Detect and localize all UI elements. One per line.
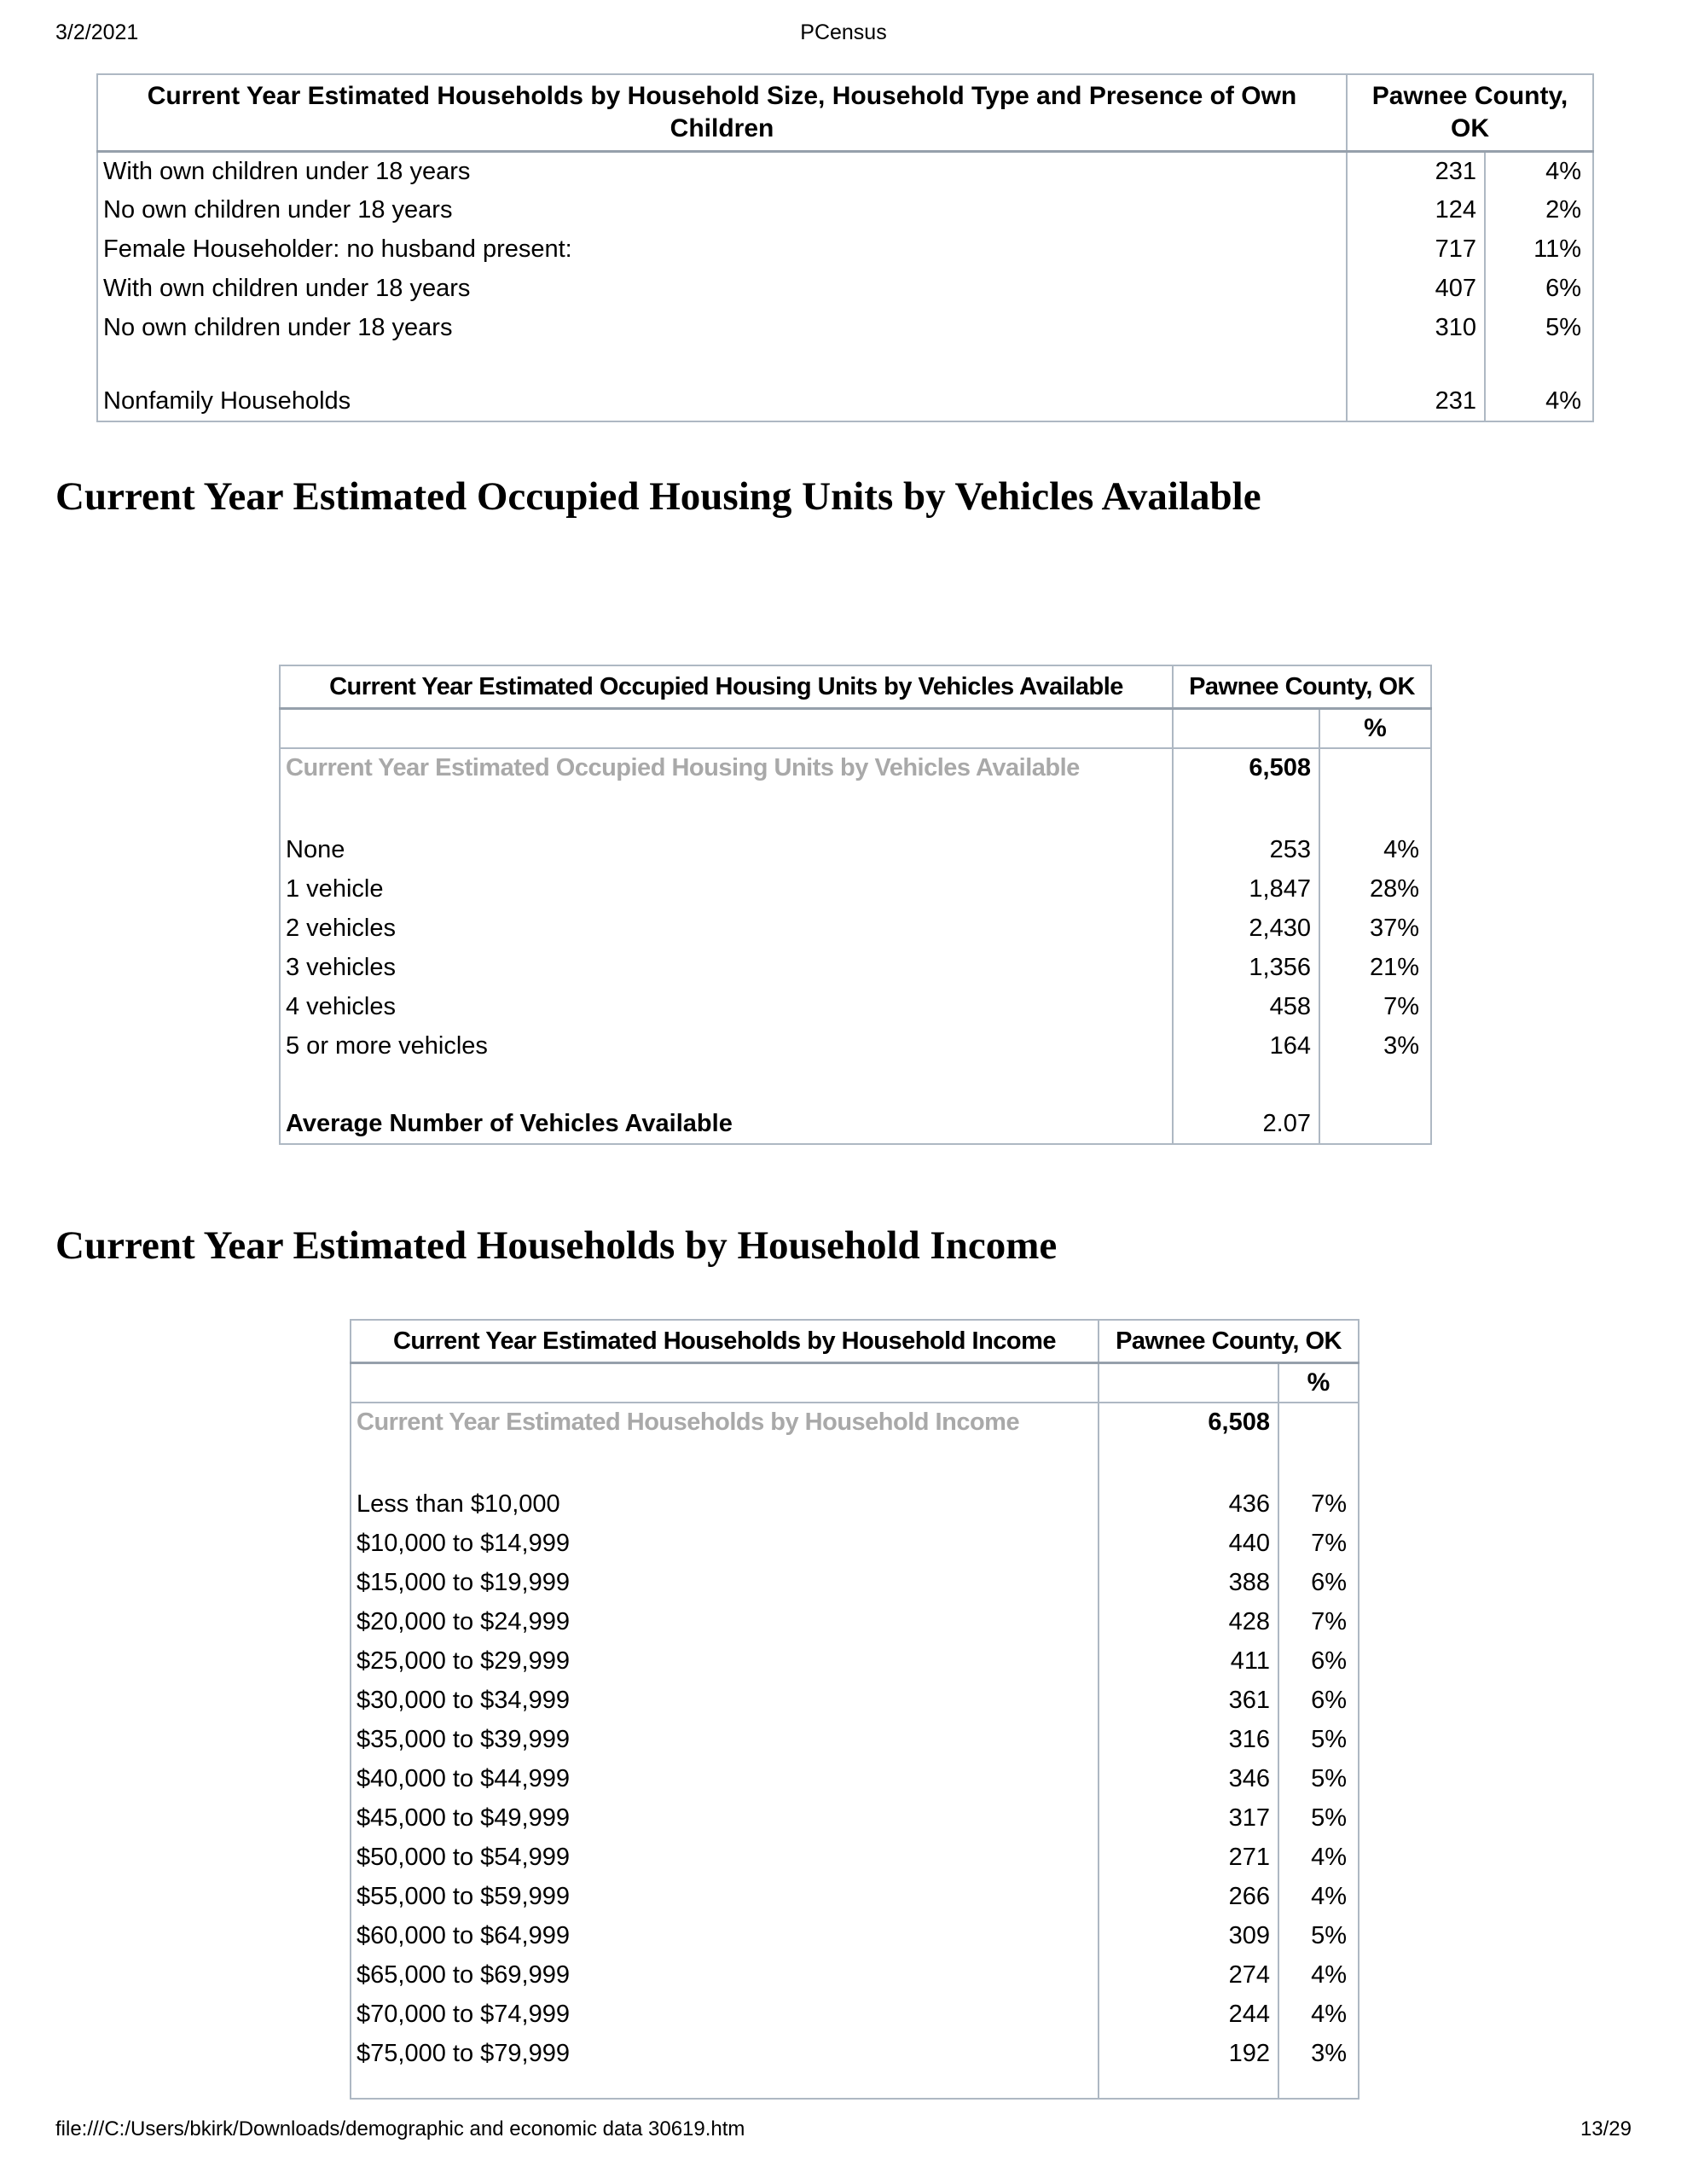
row-percent: 4% (1278, 1955, 1359, 1995)
row-label: Average Number of Vehicles Available (286, 1110, 733, 1137)
row-value (1347, 348, 1485, 382)
row-label: $75,000 to $79,999 (357, 2039, 570, 2067)
row-value: 1,847 (1173, 869, 1319, 909)
spacer-row (280, 1066, 1431, 1105)
table-row (97, 230, 1593, 270)
row-percent: 4% (1278, 1838, 1359, 1877)
table-row (351, 1720, 1359, 1759)
percent-header-row (351, 1362, 1359, 1403)
row-label: Current Year Estimated Households by Household Income (357, 1409, 1020, 1436)
table-row (97, 191, 1593, 230)
row-label: $20,000 to $24,999 (357, 1607, 570, 1635)
row-value: 458 (1173, 987, 1319, 1026)
table-row (351, 1759, 1359, 1798)
row-value: 164 (1173, 1026, 1319, 1066)
table-row (351, 1563, 1359, 1602)
table-row (351, 1641, 1359, 1681)
spacer-row (351, 2073, 1359, 2099)
table-row (280, 1026, 1431, 1066)
row-value: 717 (1347, 230, 1485, 270)
row-percent: 6% (1278, 1681, 1359, 1720)
row-label (351, 2073, 1099, 2099)
row-label: $50,000 to $54,999 (357, 1843, 570, 1871)
row-percent (1278, 1442, 1359, 1484)
table-title: Current Year Estimated Occupied Housing Units by Vehicles Available (280, 665, 1173, 708)
table-row (351, 1838, 1359, 1877)
row-label: $35,000 to $39,999 (357, 1725, 570, 1753)
row-label: 1 vehicle (286, 874, 384, 903)
income-table (350, 1319, 1359, 2100)
row-percent: 3% (1319, 1026, 1431, 1066)
row-label: $25,000 to $29,999 (357, 1647, 570, 1675)
table-row (351, 1916, 1359, 1955)
row-label: Less than $10,000 (357, 1490, 560, 1518)
row-percent (1278, 2073, 1359, 2099)
row-percent (1319, 748, 1431, 787)
row-value: 361 (1099, 1681, 1278, 1720)
row-value: 124 (1347, 191, 1485, 230)
table-row (351, 1602, 1359, 1641)
household-size-type-table (96, 73, 1594, 422)
row-percent: 11% (1485, 230, 1593, 270)
row-value: 244 (1099, 1995, 1278, 2034)
row-label (97, 348, 1347, 382)
row-label: 3 vehicles (286, 953, 396, 981)
row-percent: 5% (1485, 309, 1593, 348)
row-value: 407 (1347, 270, 1485, 309)
row-label: $70,000 to $74,999 (357, 2000, 570, 2028)
spacer-row (280, 787, 1431, 830)
row-value: 231 (1347, 152, 1485, 191)
table-row (351, 1484, 1359, 1524)
table-row (280, 948, 1431, 987)
section-heading-income: Current Year Estimated Households by Household Income (55, 1223, 1058, 1268)
row-percent: 5% (1278, 1798, 1359, 1838)
table-row (351, 1524, 1359, 1563)
table-title: Current Year Estimated Households by Household Income (351, 1320, 1099, 1362)
table-row (280, 1105, 1431, 1144)
table-row (351, 1877, 1359, 1916)
table-row (351, 1681, 1359, 1720)
row-value (1173, 787, 1319, 830)
row-value: 231 (1347, 382, 1485, 421)
table-row (280, 830, 1431, 869)
row-percent: 21% (1319, 948, 1431, 987)
row-percent: 7% (1319, 987, 1431, 1026)
row-label: $65,000 to $69,999 (357, 1960, 570, 1989)
row-percent: 6% (1485, 270, 1593, 309)
row-label: $40,000 to $44,999 (357, 1764, 570, 1792)
row-value: 266 (1099, 1877, 1278, 1916)
row-value: 440 (1099, 1524, 1278, 1563)
row-value: 1,356 (1173, 948, 1319, 987)
row-value: 316 (1099, 1720, 1278, 1759)
page-number: 13/29 (1580, 2117, 1632, 2140)
row-label: $45,000 to $49,999 (357, 1804, 570, 1832)
row-percent: 5% (1278, 1759, 1359, 1798)
region-header: Pawnee County, OK (1347, 74, 1593, 152)
row-value: 253 (1173, 830, 1319, 869)
table-row (351, 2034, 1359, 2073)
row-value (1173, 1066, 1319, 1105)
row-value: 428 (1099, 1602, 1278, 1641)
percent-header: % (1278, 1362, 1359, 1403)
table-row (280, 869, 1431, 909)
row-percent: 5% (1278, 1916, 1359, 1955)
spacer-row (351, 1442, 1359, 1484)
row-value: 6,508 (1173, 748, 1319, 787)
row-percent: 4% (1278, 1877, 1359, 1916)
table-row (280, 909, 1431, 948)
row-value: 317 (1099, 1798, 1278, 1838)
table-row (351, 1798, 1359, 1838)
region-header: Pawnee County, OK (1099, 1320, 1359, 1362)
table-row (351, 1403, 1359, 1442)
table-row (97, 270, 1593, 309)
row-percent: 4% (1319, 830, 1431, 869)
row-value (1099, 2073, 1278, 2099)
table-title: Current Year Estimated Households by Household Size, Household Type and Presence of Own Children (97, 74, 1347, 152)
row-label: Current Year Estimated Occupied Housing Units by Vehicles Available (286, 754, 1080, 781)
print-footer (55, 2117, 1632, 2145)
row-label: With own children under 18 years (103, 157, 471, 185)
row-value: 310 (1347, 309, 1485, 348)
row-label: With own children under 18 years (103, 275, 471, 302)
percent-header: % (1319, 708, 1431, 748)
row-label: No own children under 18 years (103, 314, 453, 341)
row-value: 192 (1099, 2034, 1278, 2073)
row-percent: 6% (1278, 1563, 1359, 1602)
row-percent: 7% (1278, 1484, 1359, 1524)
row-percent: 3% (1278, 2034, 1359, 2073)
row-percent: 2% (1485, 191, 1593, 230)
row-percent: 4% (1278, 1995, 1359, 2034)
section-heading-vehicles: Current Year Estimated Occupied Housing Units by Vehicles Available (55, 474, 1261, 519)
row-value: 411 (1099, 1641, 1278, 1681)
row-label: No own children under 18 years (103, 196, 453, 224)
app-title: PCensus (800, 20, 887, 44)
row-percent (1319, 1066, 1431, 1105)
row-value: 274 (1099, 1955, 1278, 1995)
file-path: file:///C:/Users/bkirk/Downloads/demographic and economic data 30619.htm (55, 2117, 745, 2140)
vehicles-table (279, 665, 1432, 1145)
row-value: 2,430 (1173, 909, 1319, 948)
row-percent: 4% (1485, 152, 1593, 191)
row-label (280, 787, 1173, 830)
spacer-row (97, 348, 1593, 382)
row-value: 309 (1099, 1916, 1278, 1955)
table-row (97, 152, 1593, 191)
table-header-row (280, 665, 1431, 708)
row-percent: 4% (1485, 382, 1593, 421)
row-value: 2.07 (1173, 1105, 1319, 1144)
row-percent (1278, 1403, 1359, 1442)
table-row (97, 382, 1593, 421)
row-label: $55,000 to $59,999 (357, 1882, 570, 1910)
row-label: 4 vehicles (286, 992, 396, 1020)
table-row (351, 1995, 1359, 2034)
row-value: 388 (1099, 1563, 1278, 1602)
table-header-row (351, 1320, 1359, 1362)
row-label: None (286, 835, 345, 863)
row-value: 436 (1099, 1484, 1278, 1524)
row-label (351, 1442, 1099, 1484)
row-value: 271 (1099, 1838, 1278, 1877)
row-percent (1485, 348, 1593, 382)
row-label: $30,000 to $34,999 (357, 1686, 570, 1714)
row-value (1099, 1442, 1278, 1484)
row-percent: 7% (1278, 1602, 1359, 1641)
row-label: Female Householder: no husband present: (103, 235, 572, 263)
row-value: 6,508 (1099, 1403, 1278, 1442)
row-value: 346 (1099, 1759, 1278, 1798)
row-label: 5 or more vehicles (286, 1031, 488, 1060)
row-percent: 28% (1319, 869, 1431, 909)
row-percent: 6% (1278, 1641, 1359, 1681)
print-date: 3/2/2021 (55, 20, 139, 44)
table-header-row (97, 74, 1593, 152)
row-label: $60,000 to $64,999 (357, 1921, 570, 1949)
row-percent (1319, 1105, 1431, 1144)
row-percent: 5% (1278, 1720, 1359, 1759)
row-label: $10,000 to $14,999 (357, 1529, 570, 1557)
print-header (55, 20, 1632, 48)
row-percent: 37% (1319, 909, 1431, 948)
table-row (351, 1955, 1359, 1995)
table-row (280, 987, 1431, 1026)
row-label: Nonfamily Households (103, 386, 351, 415)
table-row (97, 309, 1593, 348)
row-label: $15,000 to $19,999 (357, 1568, 570, 1596)
region-header: Pawnee County, OK (1173, 665, 1431, 708)
percent-header-row (280, 708, 1431, 748)
row-percent (1319, 787, 1431, 830)
row-percent: 7% (1278, 1524, 1359, 1563)
row-label: 2 vehicles (286, 914, 396, 942)
row-label (280, 1066, 1173, 1105)
table-row (280, 748, 1431, 787)
